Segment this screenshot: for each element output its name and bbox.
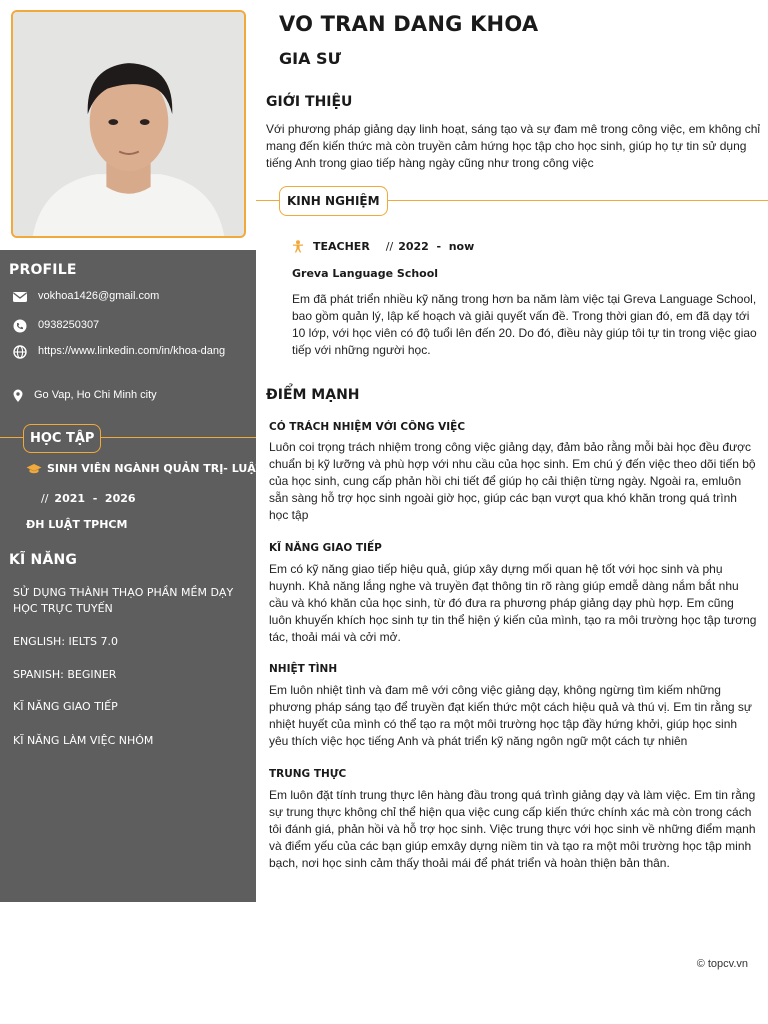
address-text: Go Vap, Ho Chi Minh city bbox=[34, 389, 157, 401]
profile-photo bbox=[11, 10, 246, 238]
skill-item: ENGLISH: IELTS 7.0 bbox=[13, 635, 119, 648]
strength-title: KĨ NĂNG GIAO TIẾP bbox=[269, 542, 382, 554]
strength-title: TRUNG THỰC bbox=[269, 768, 347, 780]
email-text: vokhoa1426@gmail.com bbox=[38, 290, 160, 302]
globe-icon bbox=[12, 345, 28, 359]
education-heading: HỌC TẬP bbox=[23, 424, 101, 453]
person-icon bbox=[292, 240, 304, 253]
phone-icon bbox=[12, 319, 28, 333]
linkedin-text: https://www.linkedin.com/in/khoa-dang bbox=[38, 345, 226, 357]
strength-title: CÓ TRÁCH NHIỆM VỚI CÔNG VIỆC bbox=[269, 421, 466, 433]
company-name: Greva Language School bbox=[292, 267, 439, 280]
skill-item: KĨ NĂNG GIAO TIẾP bbox=[13, 700, 118, 713]
contact-email[interactable] bbox=[12, 288, 248, 305]
contact-phone[interactable] bbox=[12, 317, 248, 334]
strengths-heading: ĐIỂM MẠNH bbox=[266, 387, 360, 403]
job-period: 2022 - now bbox=[398, 240, 475, 253]
portrait-image bbox=[13, 12, 244, 236]
strength-text: Luôn coi trọng trách nhiệm trong công việc giảng dạy, đảm bảo rằng mỗi bài học đều được chuẩn bị kỹ lưỡng và phù hợp với nhu cầu của học sinh. Em chú ý đến việc theo dõi tiến bộ của học sinh, cung cấp phản hồi chi tiết để giúp họ cải thiện từng ngày. Ngoài ra, emluôn sẵn sàng hỗ trợ học sinh ngoài giờ học, giúp các bạn vượt qua khó khăn trong quá trình học tập bbox=[269, 440, 756, 522]
location-pin-icon bbox=[12, 389, 28, 403]
education-program: SINH VIÊN NGÀNH QUẢN TRỊ- LUẬT bbox=[47, 462, 264, 475]
education-school: ĐH LUẬT TPHCM bbox=[26, 518, 128, 531]
skill-item: SPANISH: BEGINER bbox=[13, 668, 117, 681]
job-description: Em đã phát triển nhiều kỹ năng trong hơn ba năm làm việc tại Greva Language School, bao gồm quản lý, lập kế hoạch và giải quyết vấn đề. Trong thời gian đó, em đã dạy tới 10 lớp, với học viên có độ tuổi lên đến 20. Do đó, điều này giúp tôi tự tin trong việc giao tiếp với những người học. bbox=[292, 292, 757, 357]
envelope-icon bbox=[12, 290, 28, 304]
job-title: TEACHER bbox=[313, 240, 370, 253]
strength-text: Em luôn nhiệt tình và đam mê với công việc giảng dạy, không ngừng tìm kiếm những phương pháp sáng tạo để truyền đạt kiến thức một cách hiệu quả và thú vị. Em tin rằng sự nhiệt huyết của mình có thể tạo ra một môi trường học tập đầy hứng khởi, giúp học sinh yêu thích việc học tiếng Anh và phát triển kỹ năng ngôn ngữ một cách tự nhiên bbox=[269, 683, 752, 748]
education-period: 2021 - 2026 bbox=[54, 492, 136, 505]
candidate-role: GIA SƯ bbox=[279, 49, 341, 68]
skill-item: KĨ NĂNG LÀM VIỆC NHÓM bbox=[13, 734, 154, 747]
skill-item: SỬ DỤNG THÀNH THẠO PHẦN MỀM DẠY HỌC TRỰC TUYẾN bbox=[13, 586, 234, 615]
strength-text: Em luôn đặt tính trung thực lên hàng đầu trong quá trình giảng dạy và làm việc. Em tin rằng sự trung thực không chỉ thể hiện qua việc cung cấp kiến thức chính xác mà còn trong cách tôi đánh giá, phản hồi và hỗ trợ học sinh. Việc trung thực với học sinh về những điểm mạnh và điểm yếu của các bạn giúp emxây dựng niềm tin và tạo ra một môi trường học tập minh bạch, nơi học sinh cảm thấy thoải mái để phát triển và hoàn thiện bản thân. bbox=[269, 788, 756, 870]
job-separator: // bbox=[385, 240, 394, 253]
job-title-row bbox=[292, 240, 474, 253]
strength-text: Em có kỹ năng giao tiếp hiệu quả, giúp xây dựng mối quan hệ tốt với học sinh và phụ huynh. Khả năng lắng nghe và truyền đạt thông tin rõ ràng giúp emdễ dàng nắm bắt nhu cầu và khó khăn của học sinh, từ đó đưa ra phương pháp giảng dạy phù hợp. Em cũng luôn khuyến khích học sinh tự tin thể hiện ý kiến của mình, tạo ra môi trường học tập tương tác, thoải mái và cởi mở. bbox=[269, 562, 757, 644]
profile-heading: PROFILE bbox=[9, 262, 77, 278]
candidate-name: VO TRAN DANG KHOA bbox=[279, 12, 539, 36]
education-separator: // bbox=[41, 492, 49, 505]
contact-address bbox=[12, 387, 248, 404]
phone-text: 0938250307 bbox=[38, 319, 100, 331]
footer-brand[interactable]: © topcv.vn bbox=[696, 958, 748, 970]
intro-heading: GIỚI THIỆU bbox=[266, 94, 353, 110]
contact-linkedin[interactable] bbox=[12, 343, 248, 360]
strength-title: NHIỆT TÌNH bbox=[269, 663, 338, 675]
graduation-cap-icon bbox=[26, 463, 42, 475]
education-period-row bbox=[41, 492, 136, 505]
skills-heading: KĨ NĂNG bbox=[9, 552, 78, 568]
education-program-row bbox=[26, 462, 263, 475]
intro-text: Với phương pháp giảng dạy linh hoạt, sáng tạo và sự đam mê trong công việc, em không chỉ mang đến kiến thức mà còn truyền cảm hứng học tập cho học sinh, giúp họ tự tin sử dụng tiếng Anh trong giao tiếp hàng ngày cũng như trong công việc bbox=[266, 122, 761, 170]
experience-heading: KINH NGHIỆM bbox=[279, 186, 388, 216]
